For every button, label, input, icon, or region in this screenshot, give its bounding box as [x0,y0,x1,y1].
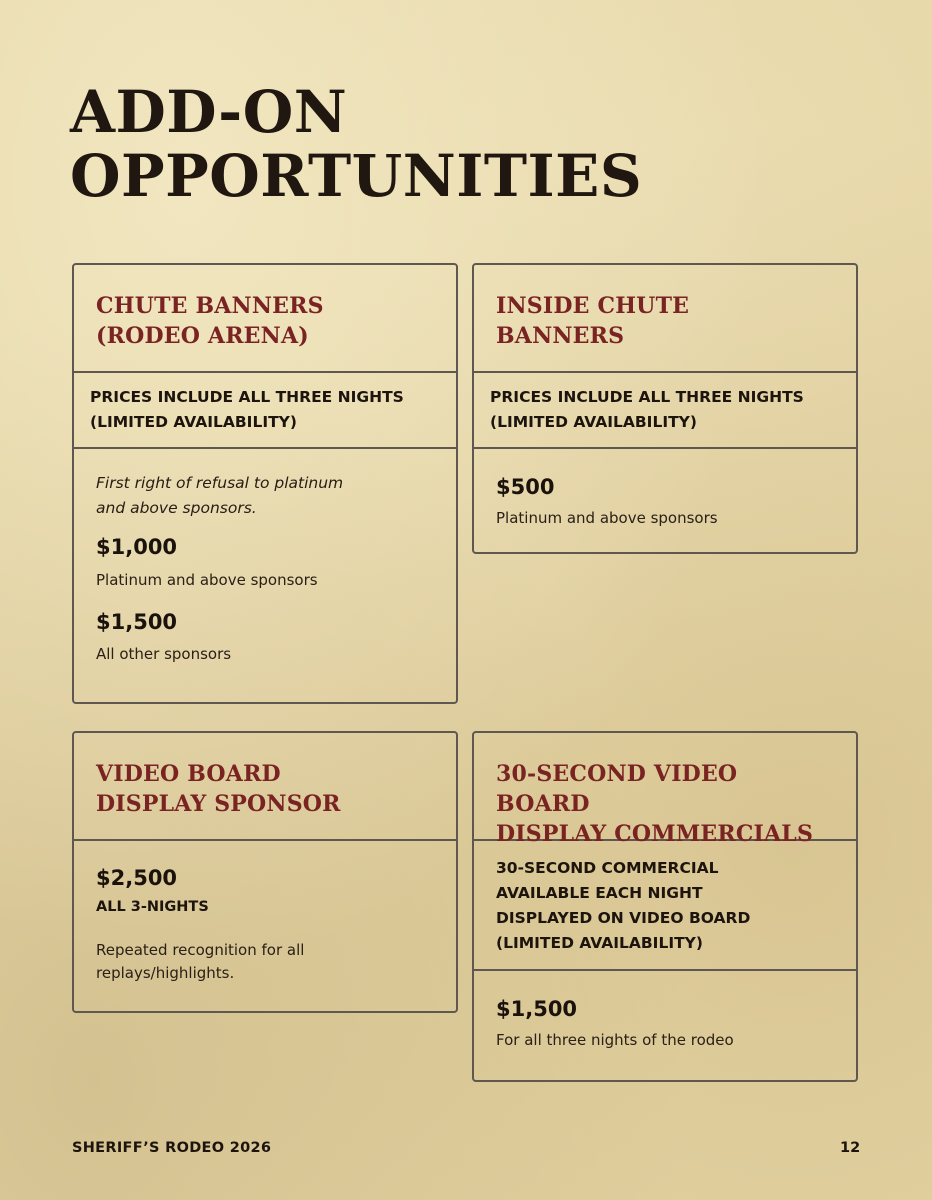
inside-chute-card [472,263,858,554]
chute-banners-note-line-2: and above sponsors. [96,499,257,517]
commercials-label: For all three nights of the rodeo [496,1031,734,1049]
chute-banners-label-platinum: Platinum and above sponsors [96,571,318,589]
chute-banners-note [96,471,434,521]
inside-chute-terms [474,373,856,449]
inside-chute-header [474,265,856,373]
commercials-terms-line-4: (LIMITED AVAILABILITY) [496,934,703,952]
video-board-price: $2,500 [96,866,178,890]
chute-banners-card [72,263,458,704]
video-board-nights: ALL 3-NIGHTS [96,899,209,915]
commercials-card [472,731,858,1082]
video-board-description [96,939,434,985]
video-board-description-line-1: Repeated recognition for all [96,941,305,959]
video-board-title-line-1: VIDEO BOARD [96,761,281,787]
commercials-price: $1,500 [496,997,578,1021]
video-board-title-line-2: DISPLAY SPONSOR [96,791,341,817]
page-title [70,80,642,208]
chute-banners-label-other: All other sponsors [96,645,232,663]
chute-banners-terms-line-1: PRICES INCLUDE ALL THREE NIGHTS [90,388,404,406]
video-board-title [96,759,434,819]
commercials-terms-line-2: AVAILABLE EACH NIGHT [496,884,703,902]
chute-banners-note-line-1: First right of refusal to platinum [96,474,344,492]
inside-chute-title [496,291,834,351]
page-title-line-2: OPPORTUNITIES [70,142,643,210]
chute-banners-title-line-1: CHUTE BANNERS [96,293,324,319]
chute-banners-price-platinum: $1,000 [96,535,178,559]
chute-banners-title [96,291,434,351]
chute-banners-header [74,265,456,373]
commercials-terms-line-1: 30-SECOND COMMERCIAL [496,859,719,877]
chute-banners-title-line-2: (RODEO ARENA) [96,323,309,349]
inside-chute-label: Platinum and above sponsors [496,509,718,527]
video-board-body [74,841,456,985]
page-title-line-1: ADD-ON [70,78,348,146]
commercials-terms-line-3: DISPLAYED ON VIDEO BOARD [496,909,751,927]
video-board-card [72,731,458,1013]
video-board-description-line-2: replays/highlights. [96,964,235,982]
video-board-header [74,733,456,841]
page-number: 12 [840,1140,861,1156]
inside-chute-terms-line-2: (LIMITED AVAILABILITY) [490,413,697,431]
commercials-title-line-2: DISPLAY COMMERCIALS [496,821,814,847]
chute-banners-terms-line-2: (LIMITED AVAILABILITY) [90,413,297,431]
commercials-header [474,733,856,847]
footer-event-name: SHERIFF’S RODEO 2026 [72,1140,272,1156]
inside-chute-body [474,449,856,529]
chute-banners-body [74,449,456,665]
inside-chute-terms-line-1: PRICES INCLUDE ALL THREE NIGHTS [490,388,804,406]
chute-banners-terms [74,373,456,449]
inside-chute-title-line-2: BANNERS [496,323,625,349]
chute-banners-price-other: $1,500 [96,610,178,634]
commercials-body [474,971,856,1051]
commercials-terms [474,841,856,971]
commercials-title-line-1: 30-SECOND VIDEO BOARD [496,761,738,817]
commercials-title [496,759,834,849]
inside-chute-title-line-1: INSIDE CHUTE [496,293,690,319]
inside-chute-price: $500 [496,475,555,499]
